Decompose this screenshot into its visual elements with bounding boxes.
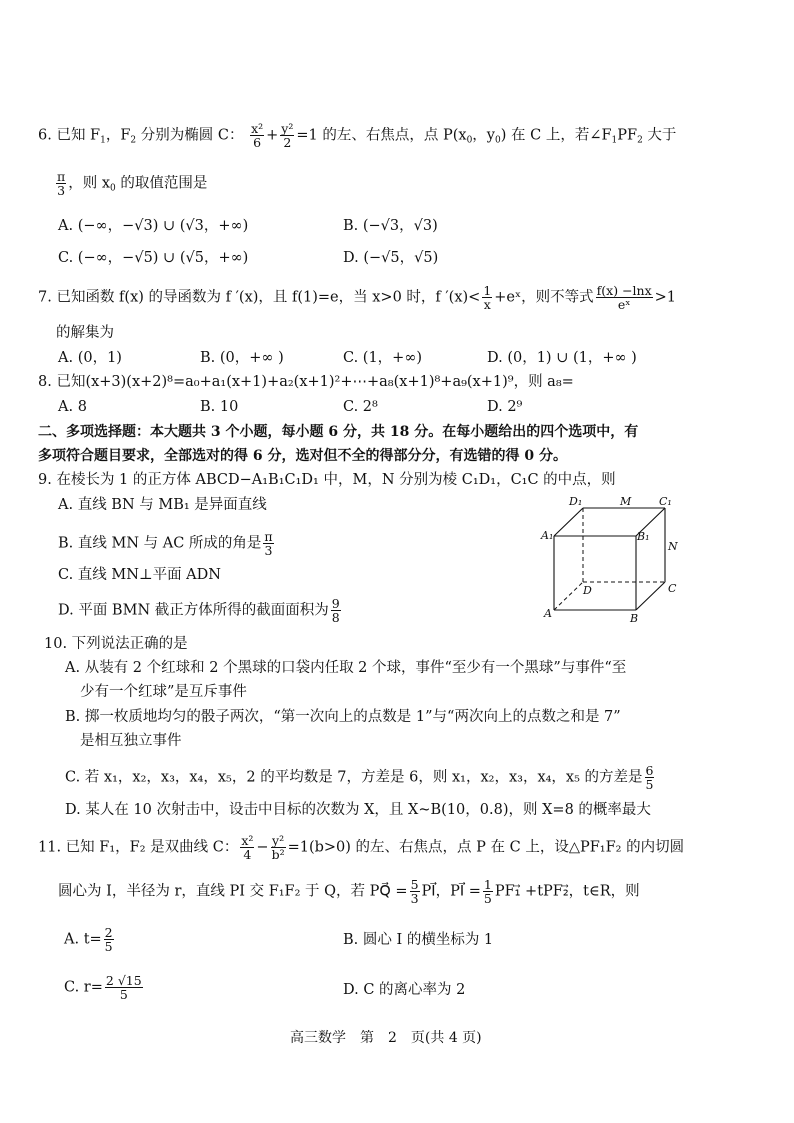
q10-option-d: D. 某人在 10 次射击中，设击中目标的次数为 X，且 X~B(10，0.8)，则 X=8 的概率最大 bbox=[65, 802, 651, 818]
q9-option-b: B. 直线 MN 与 AC 所成的角是 $\frac{\pi}{3}$ bbox=[58, 529, 273, 559]
q6-stem-line1: 6. 已知 $F_1$，$F_2$ 分别为椭圆 C： $\frac{\text{x²}}{6}$ + $\frac{\text{y²}}{2}$ =1 的左、右焦点，点 $P(x_0$，$y_0$) 在 C 上，若$\angle F_1PF_2$ 大于 bbox=[38, 121, 677, 151]
label-c: C bbox=[668, 582, 677, 595]
q6-option-c: C. (−∞，−√5) ∪ (√5，+∞) bbox=[58, 250, 249, 266]
fraction-5-over-3: $\frac{5}{3}$ bbox=[410, 877, 419, 907]
fraction-1-over-x: $\frac{1}{x}$ bbox=[483, 283, 492, 313]
q11-option-a: A. t= $\frac{2}{5}$ bbox=[64, 925, 113, 955]
q9-option-a: A. 直线 BN 与 MB₁ 是异面直线 bbox=[58, 497, 267, 513]
q11-option-d: D. C 的离心率为 2 bbox=[343, 982, 466, 998]
q7-stem-line1: 7. 已知函数 f(x) 的导函数为 f ′(x)，且 f(1)=e，当 x>0 时，f ′(x)< $\frac{1}{x}$ +eˣ，则不等式 $\frac{f(x) -\ln x}{\text{eˣ}}$ >1 bbox=[38, 283, 677, 313]
q10-option-c: C. 若 x₁，x₂，x₃，x₄，x₅，2 的平均数是 7，方差是 6，则 x₁，x₂，x₃，x₄，x₅ 的方差是 $\frac{6}{5}$ bbox=[65, 763, 654, 793]
fraction-1-over-5: $\frac{1}{5}$ bbox=[483, 877, 492, 907]
q8-option-b: B. 10 bbox=[200, 399, 239, 415]
q6-stem-line2: $\frac{\pi}{3}$ ，则 $x_0$ 的取值范围是 bbox=[57, 169, 208, 199]
label-m: M bbox=[620, 495, 632, 508]
q7-option-b: B. (0，+∞ ) bbox=[200, 350, 284, 366]
q6-option-a: A. (−∞，−√3) ∪ (√3，+∞) bbox=[58, 218, 249, 234]
label-d: D bbox=[583, 584, 592, 597]
fraction-6-over-5: $\frac{6}{5}$ bbox=[645, 763, 654, 793]
q9-option-c: C. 直线 MN⊥平面 ADN bbox=[58, 567, 221, 583]
fraction-x2-over-6: $\frac{\text{x²}}{6}$ bbox=[251, 121, 264, 151]
label-b1: B₁ bbox=[637, 530, 650, 543]
q10-option-a-line2: 少有一个红球”是互斥事件 bbox=[80, 684, 247, 700]
fraction-x2-over-4: $\frac{\text{x²}}{4}$ bbox=[241, 833, 254, 863]
q11-stem-line2: 圆心为 I，半径为 r，直线 PI 交 F₁F₂ 于 Q，若 PQ⃗ = $\frac{5}{3}$ PI⃗，PI⃗ = $\frac{1}{5}$ PF₁⃗ +tPF₂⃗，t∈R，则 bbox=[58, 877, 640, 907]
q10-stem: 10. 下列说法正确的是 bbox=[44, 636, 188, 652]
edge-b-c bbox=[636, 582, 665, 610]
label-a1: A₁ bbox=[541, 529, 554, 542]
q10-option-b-line1: B. 掷一枚质地均匀的骰子两次，“第一次向上的点数是 1”与“两次向上的点数之和是 7” bbox=[65, 709, 621, 725]
label-a: A bbox=[544, 607, 552, 620]
q8-option-c: C. 2⁸ bbox=[343, 399, 378, 415]
q11-option-c: C. r= $\frac{2 √15}{5}$ bbox=[64, 973, 142, 1003]
edge-a-d-hidden bbox=[554, 582, 583, 610]
fraction-pi-over-3: $\frac{\pi}{3}$ bbox=[57, 169, 66, 199]
q7-stem-line2: 的解集为 bbox=[56, 325, 114, 341]
q7-option-a: A. (0，1) bbox=[58, 350, 122, 366]
q6-option-b: B. (−√3，√3) bbox=[343, 218, 438, 234]
fraction-y2-over-b2: $\frac{\text{y²}}{\text{b²}}$ bbox=[271, 833, 285, 863]
page-footer: 高三数学 第 2 页(共 4 页) bbox=[290, 1030, 482, 1046]
q7-option-c: C. (1，+∞) bbox=[343, 350, 423, 366]
fraction-y2-over-2: $\frac{\text{y²}}{2}$ bbox=[281, 121, 294, 151]
q11-stem-line1: 11. 已知 F₁，F₂ 是双曲线 C： $\frac{\text{x²}}{4}$ − $\frac{\text{y²}}{\text{b²}}$ =1(b>0) 的左、右焦点，点 P 在 C 上，设△PF₁F₂ 的内切圆 bbox=[38, 833, 685, 863]
fraction-2-over-5: $\frac{2}{5}$ bbox=[104, 925, 113, 955]
section2-line2: 多项符合题目要求，全部选对的得 6 分，选对但不全的得部分分，有选错的得 0 分。 bbox=[38, 448, 567, 464]
section2-line1: 二、多项选择题：本大题共 3 个小题，每小题 6 分，共 18 分。在每小题给出的四个选项中，有 bbox=[38, 424, 639, 440]
q9-stem: 9. 在棱长为 1 的正方体 ABCD−A₁B₁C₁D₁ 中，M，N 分别为棱 C₁D₁，C₁C 的中点，则 bbox=[38, 472, 616, 488]
label-n: N bbox=[668, 540, 678, 553]
fraction-2sqrt15-over-5: $\frac{2 √15}{5}$ bbox=[105, 973, 142, 1003]
q11-option-b: B. 圆心 I 的横坐标为 1 bbox=[343, 932, 494, 948]
q10-option-a-line1: A. 从装有 2 个红球和 2 个黑球的口袋内任取 2 个球，事件“至少有一个黑球”与事件“至 bbox=[65, 660, 627, 676]
q7-option-d: D. (0，1) ∪ (1，+∞ ) bbox=[487, 350, 637, 366]
q10-option-b-line2: 是相互独立事件 bbox=[80, 733, 182, 749]
cube-diagram bbox=[528, 493, 678, 623]
q8-stem: 8. 已知(x+3)(x+2)⁸=a₀+a₁(x+1)+a₂(x+1)²+⋯+a₈(x+1)⁸+a₉(x+1)⁹，则 a₈= bbox=[38, 374, 574, 390]
q6-option-d: D. (−√5，√5) bbox=[343, 250, 439, 266]
edge-a1-d1 bbox=[554, 508, 583, 536]
label-b: B bbox=[630, 612, 639, 623]
label-d1: D₁ bbox=[569, 495, 583, 508]
fraction-pi-over-3: $\frac{\pi}{3}$ bbox=[264, 529, 273, 559]
fraction-9-over-8: $\frac{9}{8}$ bbox=[331, 596, 340, 626]
label-c1: C₁ bbox=[659, 495, 672, 508]
q8-option-d: D. 2⁹ bbox=[487, 399, 523, 415]
q8-option-a: A. 8 bbox=[58, 399, 87, 415]
fraction-inequality: $\frac{f(x) -\ln x}{\text{eˣ}}$ bbox=[596, 283, 652, 313]
q9-option-d: D. 平面 BMN 截正方体所得的截面面积为 $\frac{9}{8}$ bbox=[58, 596, 340, 626]
